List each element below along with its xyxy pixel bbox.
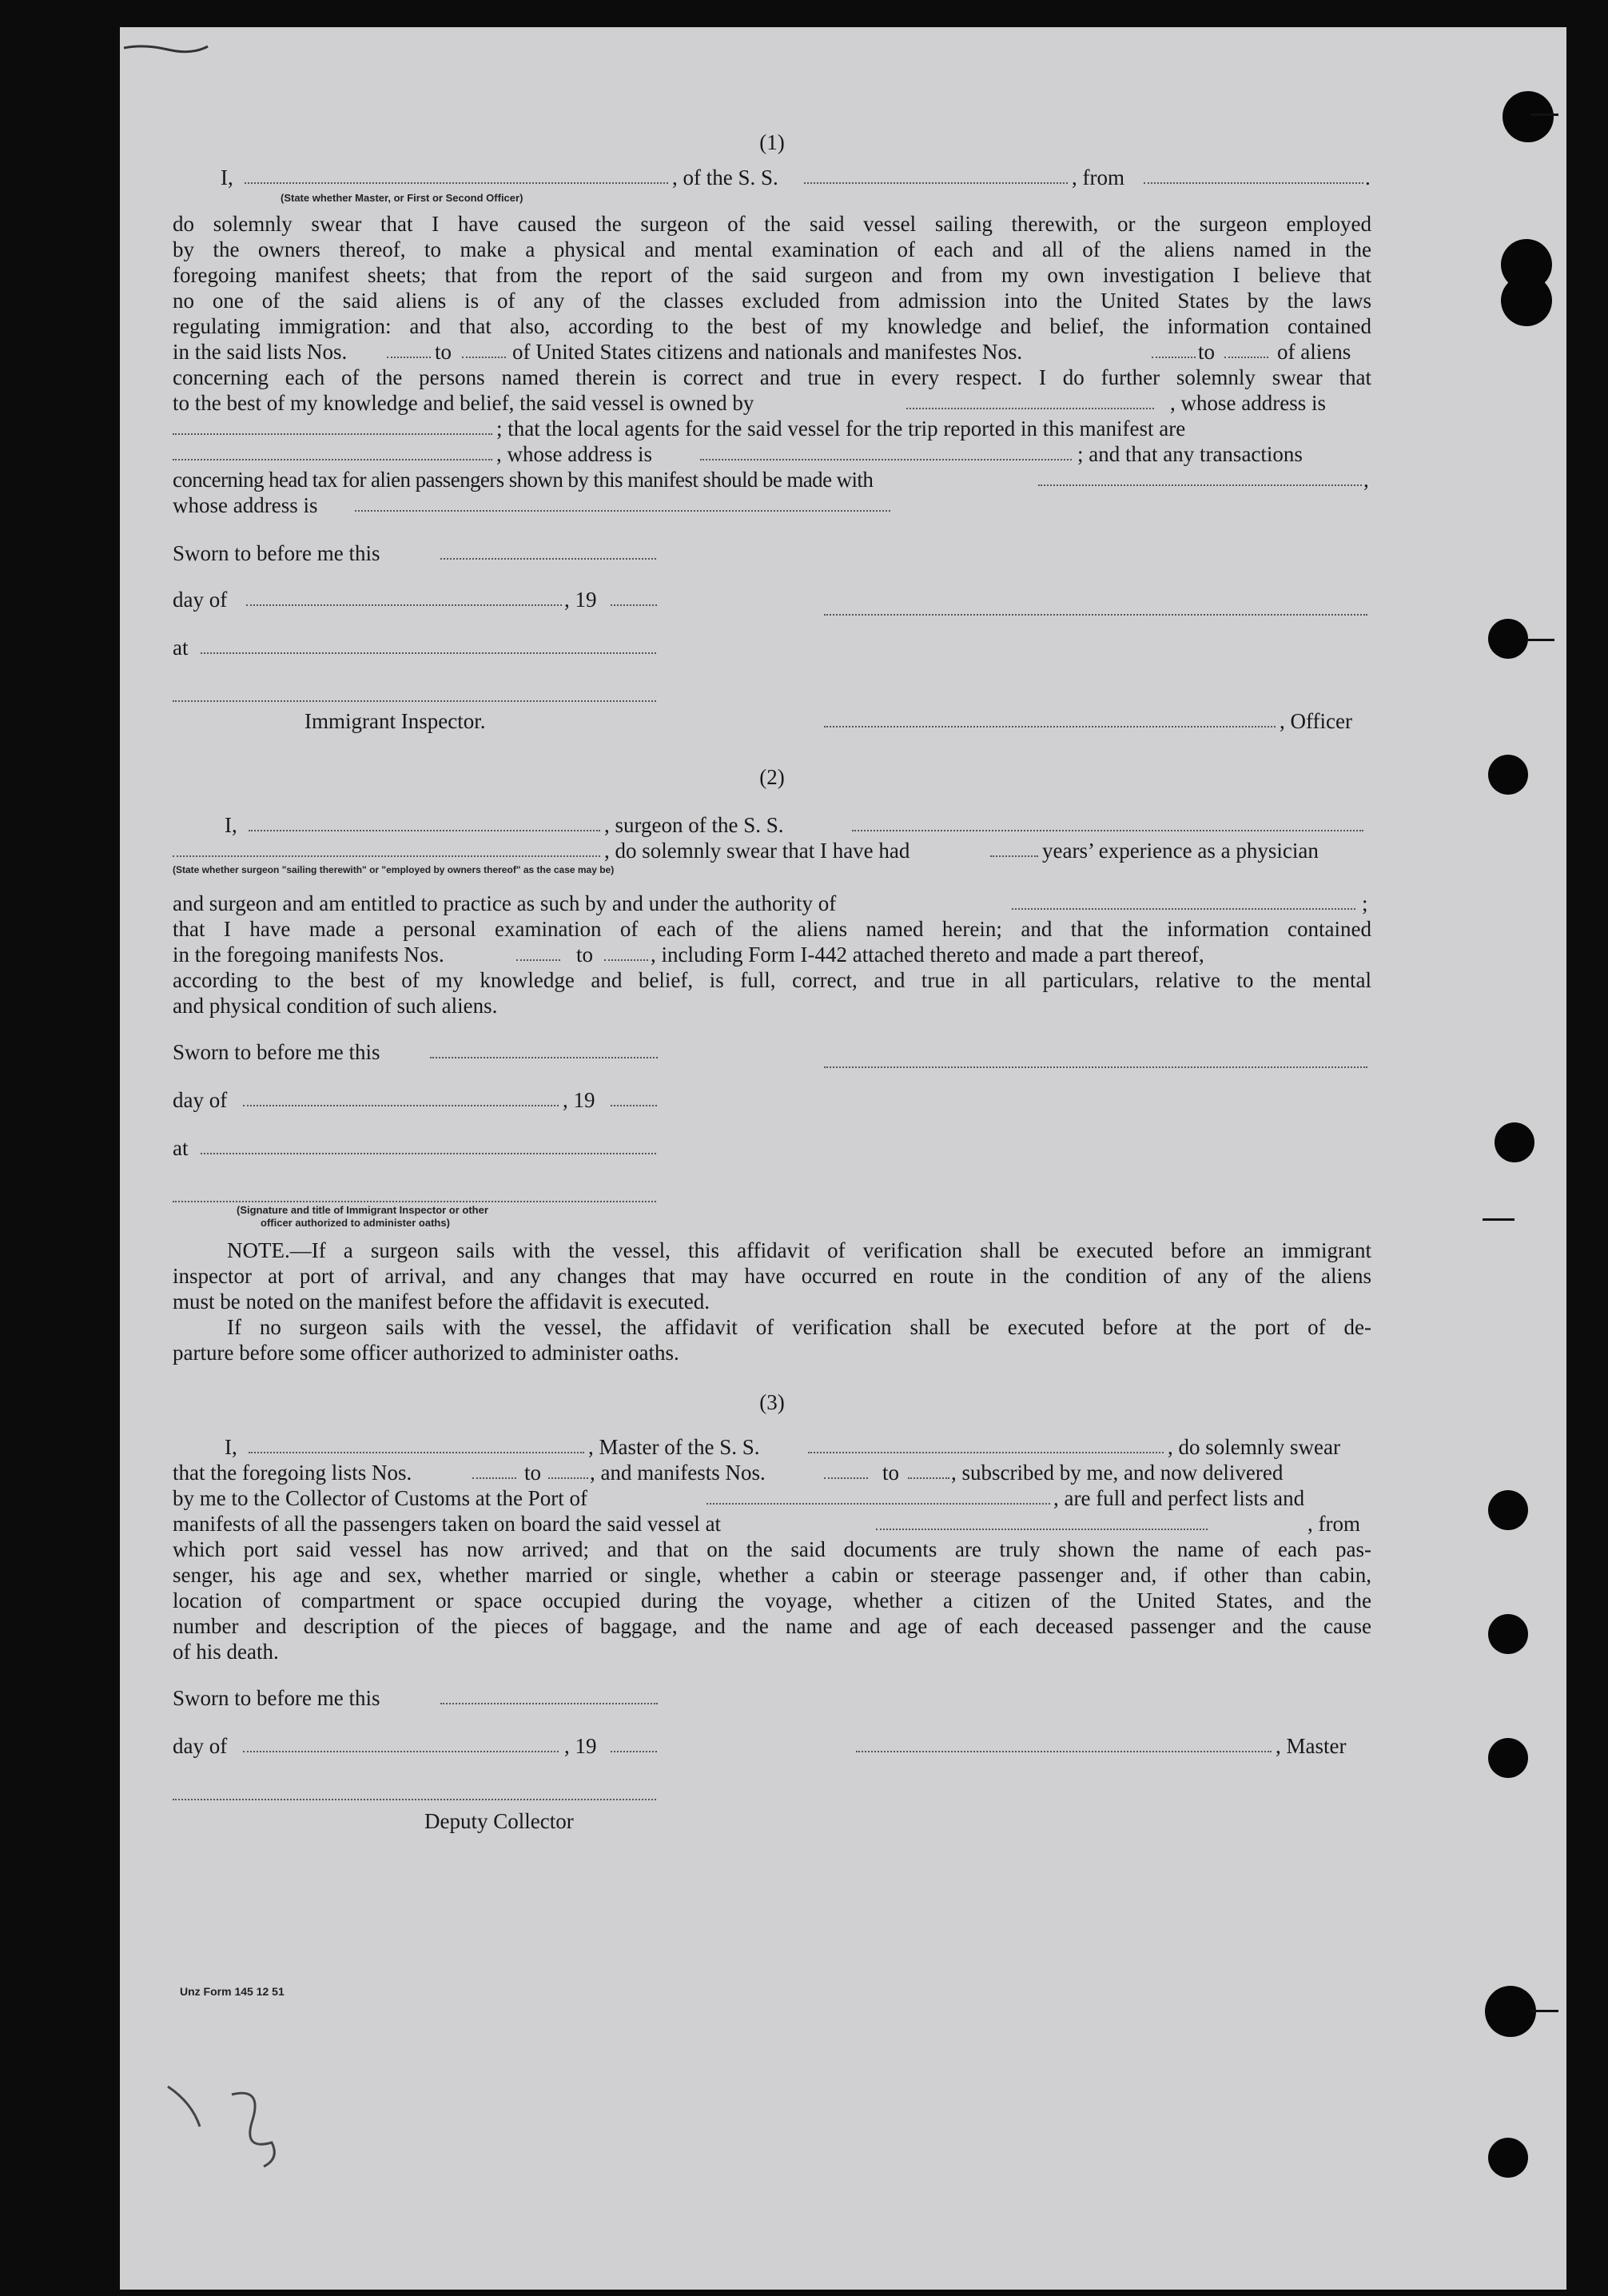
master-line: [173, 165, 1371, 192]
master-name-field[interactable]: [249, 1434, 584, 1453]
full-lists-label: , are full and perfect lists and: [1053, 1486, 1305, 1510]
sworn-line: [173, 1685, 1371, 1733]
punch-hole: [1488, 1738, 1528, 1778]
owner-field[interactable]: [906, 390, 1154, 409]
collector-signature-line: [173, 1781, 1371, 1808]
boarding-label: manifests of all the passengers taken on board the said vessel at: [173, 1512, 722, 1536]
lists-label: that the foregoing lists Nos.: [173, 1461, 412, 1485]
master-line: [173, 1434, 1371, 1460]
note-line: must be noted on the manifest before the affidavit is executed.: [173, 1290, 710, 1313]
from-field[interactable]: [1144, 165, 1363, 184]
manifest-from-field[interactable]: [824, 1460, 868, 1479]
officer-label: , Officer: [1280, 709, 1352, 733]
year-label: , 19: [563, 1088, 595, 1112]
officer-note: (State whether Master, or First or Second Officer): [281, 192, 523, 204]
punch-hole: [1503, 91, 1554, 142]
sworn-day-field[interactable]: [440, 540, 656, 560]
period: .: [1365, 165, 1371, 189]
immigrant-inspector-label: Immigrant Inspector.: [304, 709, 486, 733]
manifest-no-to-field[interactable]: [1224, 339, 1268, 358]
at-field[interactable]: [201, 635, 656, 654]
to-label: to: [576, 943, 594, 967]
day-of-label: day of: [173, 588, 228, 612]
inspector-officer-line: [173, 708, 1371, 764]
signature-note: officer authorized to administer oaths): [261, 1217, 450, 1229]
head-tax-label: concerning head tax for alien passengers shown by this manifest should be made with: [173, 468, 874, 492]
year-field[interactable]: [611, 587, 657, 606]
owned-label: to the best of my knowledge and belief, the said vessel is owned by: [173, 391, 754, 415]
oath-line: according to the best of my knowledge and belief, is full, correct, and true in all particulars, relative to the mental: [173, 968, 1371, 992]
year-label: , 19: [564, 1734, 597, 1758]
surgeon-of-label: , surgeon of the S. S.: [604, 813, 784, 837]
manifests-label: , and manifests Nos.: [590, 1461, 766, 1485]
master-label: , Master: [1276, 1734, 1347, 1758]
affidavit-text: [173, 120, 1371, 1840]
oath-line: do solemnly swear that I have caused the surgeon of the said vessel sailing therewith, or the surgeon employed: [173, 212, 1371, 236]
section-number: (1): [759, 130, 785, 154]
note-line: NOTE.—If a surgeon sails with the vessel, this affidavit of verification shall be executed before an immigrant: [227, 1238, 1371, 1262]
section-number: (3): [759, 1390, 785, 1414]
citizens-label: of United States citizens and nationals and manifestes Nos.: [512, 340, 1023, 364]
port-field[interactable]: [706, 1485, 1050, 1505]
to-label: to: [435, 340, 452, 364]
to-label: to: [882, 1461, 900, 1485]
signature-field[interactable]: [173, 1183, 656, 1202]
lists-label: in the said lists Nos.: [173, 340, 348, 364]
signature-line: [173, 1183, 1371, 1201]
oath-line: location of compartment or space occupied during the voyage, whether a citizen of the United States, and the: [173, 1588, 1371, 1612]
of-ss-label: , of the S. S.: [672, 165, 778, 189]
edge-mark: [1530, 2010, 1558, 2012]
oath-line: number and description of the pieces of baggage, and the name and age of each deceased passenger and the cause: [173, 1614, 1371, 1638]
authority-label: and surgeon and am entitled to practice as such by and under the authority of: [173, 891, 837, 915]
form-label: , including Form I-442 attached thereto and made a part thereof,: [651, 943, 1204, 967]
oath-line: that I have made a personal examination of each of the aliens named herein; and that the information contained: [173, 917, 1371, 941]
officer-field[interactable]: [245, 165, 668, 184]
deputy-collector-line: [173, 1808, 1371, 1840]
year-label: , 19: [564, 588, 597, 612]
authority-field[interactable]: [1012, 891, 1355, 910]
date-line: [173, 1733, 1371, 1781]
i-label: I,: [225, 813, 237, 837]
manifest-no-from-field[interactable]: [1152, 339, 1196, 358]
date-line: [173, 1087, 1371, 1135]
solemnly-label: , do solemnly swear that I have had: [604, 839, 910, 863]
boarding-line: [173, 1511, 1371, 1537]
oath-line: which port said vessel has now arrived; and that on the said documents are truly shown the name of each pas-: [173, 1537, 1371, 1561]
punch-hole: [1488, 1490, 1528, 1530]
years-label: years’ experience as a physician: [1042, 839, 1319, 863]
head-tax-line: [173, 467, 1371, 492]
at-field[interactable]: [201, 1135, 656, 1154]
surgeon-name-field[interactable]: [249, 812, 600, 831]
i-label: I,: [221, 165, 233, 189]
punch-hole: [1495, 1122, 1534, 1162]
date-line: [173, 587, 1371, 635]
head-tax-field[interactable]: [1038, 467, 1362, 486]
edge-mark: [1530, 114, 1558, 116]
from-label: , from: [1307, 1512, 1360, 1536]
collector-line: [173, 1485, 1371, 1511]
list-no-from-field[interactable]: [387, 339, 431, 358]
surgeon-vessel-field[interactable]: [852, 812, 1363, 831]
oath-line: no one of the said aliens is of any of the classes excluded from admission into the United States by the laws: [173, 289, 1371, 313]
note-line: If no surgeon sails with the vessel, the affidavit of verification shall be executed before at the port of de-: [227, 1315, 1371, 1339]
sworn-label: Sworn to before me this: [173, 1686, 380, 1710]
sworn-day-field[interactable]: [440, 1685, 658, 1704]
collector-label: by me to the Collector of Customs at the Port of: [173, 1486, 587, 1510]
month-field[interactable]: [246, 587, 562, 606]
punch-hole: [1485, 1986, 1536, 2037]
owner-line: [173, 390, 1371, 416]
surgeon-line: [173, 812, 1371, 838]
month-field[interactable]: [243, 1733, 559, 1752]
officer-signature-field[interactable]: [824, 596, 1367, 616]
punch-hole: [1501, 275, 1552, 326]
list-no-to-field[interactable]: [462, 339, 506, 358]
manifest-to-field[interactable]: [908, 1460, 949, 1479]
sworn-day-field[interactable]: [430, 1039, 658, 1058]
oath-line: senger, his age and sex, whether married or single, whether a cabin or steerage passenger and, if other than cabin,: [173, 1563, 1371, 1587]
pencil-mark: [160, 2063, 320, 2174]
manifest-to-field[interactable]: [604, 942, 648, 961]
subscribed-label: , subscribed by me, and now delivered: [951, 1461, 1284, 1485]
manifests-line: [173, 942, 1371, 967]
head-tax-address-line: [173, 492, 1371, 518]
note-line: inspector at port of arrival, and any changes that may have occurred en route in the condition of any of the aliens: [173, 1264, 1371, 1288]
surgeon-signature-field[interactable]: [824, 1049, 1367, 1068]
at-label: at: [173, 1136, 189, 1160]
lists-line: [173, 1460, 1371, 1485]
oath-line: regulating immigration: and that also, according to the best of my knowledge and belief, the information contained: [173, 314, 1371, 338]
note-line: parture before some officer authorized to administer oaths.: [173, 1341, 679, 1365]
master-vessel-field[interactable]: [808, 1434, 1164, 1453]
collector-signature-field[interactable]: [173, 1781, 656, 1800]
at-line: [173, 635, 1371, 683]
sworn-label: Sworn to before me this: [173, 541, 380, 565]
manifest-from-field[interactable]: [516, 942, 560, 961]
punch-hole: [1488, 1614, 1528, 1654]
surgeon-status-field[interactable]: [173, 838, 600, 857]
boarding-port-field[interactable]: [876, 1511, 1208, 1530]
aliens-label: of aliens: [1277, 340, 1351, 364]
head-tax-address-field[interactable]: [355, 492, 890, 512]
sworn-line: [173, 540, 1371, 587]
oath-line: concerning each of the persons named therein is correct and true in every respect. I do further solemnly swear that: [173, 365, 1371, 389]
owner-address-field[interactable]: [173, 416, 492, 435]
section-number: (2): [759, 765, 785, 789]
signature-note: (Signature and title of Immigrant Inspector or other: [237, 1204, 488, 1216]
swear-label: , do solemnly swear: [1168, 1435, 1340, 1459]
surgeon-note: (State whether surgeon "sailing therewith" or "employed by owners thereof" as the case may be): [173, 864, 615, 875]
authority-line: [173, 891, 1371, 916]
edge-mark: [1526, 639, 1554, 641]
form-code: Unz Form 145 12 51: [180, 1985, 285, 1998]
agents-field[interactable]: [173, 441, 492, 460]
i-label: I,: [225, 1435, 237, 1459]
punch-hole: [1488, 2138, 1528, 2178]
transactions-label: ; and that any transactions: [1077, 442, 1303, 466]
punch-hole: [1488, 755, 1528, 795]
lists-line: [173, 339, 1371, 365]
deputy-collector-label: Deputy Collector: [424, 1809, 574, 1833]
at-line: [173, 1135, 1371, 1183]
day-of-label: day of: [173, 1088, 228, 1112]
agents-line: [173, 416, 1371, 441]
master-signature-field[interactable]: [856, 1733, 1272, 1752]
semicolon: ;: [1362, 891, 1368, 915]
punch-hole: [1488, 619, 1528, 659]
to-label: to: [524, 1461, 542, 1485]
agents-label: ; that the local agents for the said vessel for the trip reported in this manifest are: [496, 417, 1186, 440]
list-from-field[interactable]: [472, 1460, 516, 1479]
address-label: , whose address is: [496, 442, 652, 466]
manifests-label: in the foregoing manifests Nos.: [173, 943, 444, 967]
sworn-line: [173, 1039, 1371, 1087]
address-label: whose address is: [173, 493, 318, 517]
list-to-field[interactable]: [548, 1460, 588, 1479]
at-label: at: [173, 636, 189, 660]
oath-line: and physical condition of such aliens.: [173, 994, 498, 1018]
edge-mark: [1483, 1218, 1514, 1221]
agents-address-line: [173, 441, 1371, 467]
corner-handwriting: [120, 32, 240, 64]
address-label: , whose address is: [1170, 391, 1326, 415]
agents-address-field[interactable]: [700, 441, 1072, 460]
officer-field[interactable]: [824, 708, 1276, 727]
year-field[interactable]: [611, 1087, 657, 1106]
oath-line: foregoing manifest sheets; that from the report of the said surgeon and from my own investigation I believe that: [173, 263, 1371, 287]
to-label: to: [1198, 340, 1216, 364]
inspector-signature-field[interactable]: [173, 683, 656, 702]
day-of-label: day of: [173, 1734, 228, 1758]
sworn-label: Sworn to before me this: [173, 1040, 380, 1064]
month-field[interactable]: [243, 1087, 559, 1106]
comma: ,: [1363, 468, 1369, 492]
oath-line: of his death.: [173, 1640, 279, 1664]
year-field[interactable]: [611, 1733, 657, 1752]
oath-line: by the owners thereof, to make a physical and mental examination of each and all of the aliens named in the: [173, 237, 1371, 261]
inspector-signature-line: [173, 683, 1371, 708]
years-field[interactable]: [990, 838, 1038, 857]
vessel-field[interactable]: [804, 165, 1068, 184]
master-of-label: , Master of the S. S.: [588, 1435, 760, 1459]
experience-line: [173, 838, 1371, 863]
from-label: , from: [1072, 165, 1124, 189]
